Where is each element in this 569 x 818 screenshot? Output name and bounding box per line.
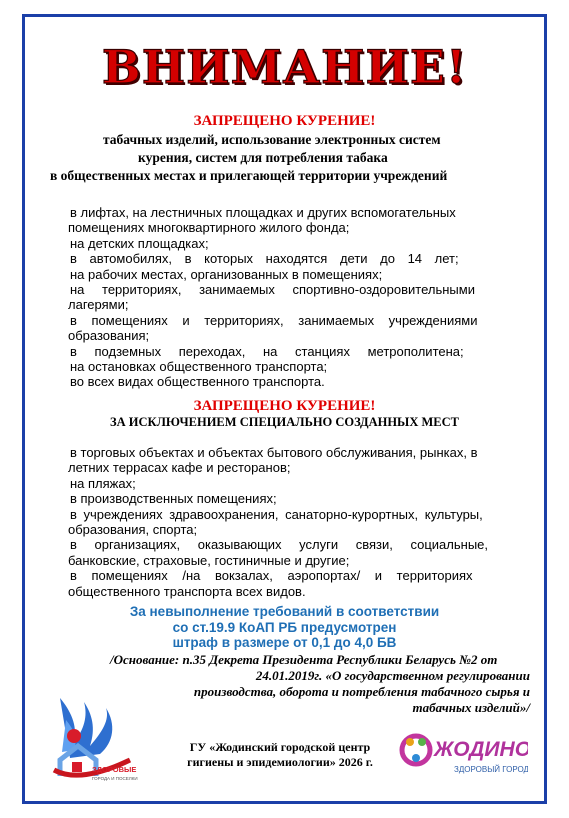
svg-text:ЖОДИНО: ЖОДИНО [434, 738, 528, 761]
fine-notice [0, 604, 569, 651]
basis-line: производства, оборота и потребления табачного сырья и [193, 684, 530, 699]
zhodino-healthy-city-logo [398, 728, 528, 780]
basis-line: 24.01.2019г. «О государственном регулировании [255, 668, 530, 683]
section2-list [70, 445, 526, 599]
fine-line: За невыполнение требований в соответствии [129, 604, 440, 619]
list-item: во всех видах общественного транспорта. [70, 374, 325, 390]
list-item: в производственных помещениях; [70, 491, 277, 507]
legal-basis [90, 652, 530, 716]
list-item-cont: лагерями; [68, 297, 129, 313]
list-item: в учреждениях здравоохранения, санаторно-курортных, культуры, [70, 506, 483, 522]
list-item-cont: банковские, страховые, гостиничные и другие; [68, 552, 350, 568]
section1-list [70, 205, 526, 390]
basis-line: /Основание: п.35 Декрета Президента Республики Беларусь №2 от [110, 652, 498, 667]
svg-text:ЗДОРОВЫЙ ГОРОД: ЗДОРОВЫЙ ГОРОД [454, 765, 528, 774]
section1-subtitle-1: табачных изделий, использование электронных систем [103, 132, 441, 147]
section2-subheading: ЗА ИСКЛЮЧЕНИЕМ СПЕЦИАЛЬНО СОЗДАННЫХ МЕСТ [110, 415, 459, 429]
list-item: в помещениях и территориях, занимаемых учреждениями [70, 312, 478, 328]
list-item-cont: образования; [68, 328, 150, 344]
list-item: на остановках общественного транспорта; [70, 359, 328, 375]
list-item: в лифтах, на лестничных площадках и других вспомогательных [70, 205, 456, 220]
svg-text:ЗДОРОВЫЕ: ЗДОРОВЫЕ [92, 765, 137, 774]
healthy-cities-logo [40, 680, 150, 790]
list-item: в организациях, оказывающих услуги связи, социальные, [70, 537, 489, 553]
list-item: в автомобилях, в которых находятся дети до 14 лет; [70, 251, 459, 267]
list-item-cont: летних террасах кафе и ресторанов; [68, 460, 291, 476]
list-item-cont: помещениях многоквартирного жилого фонда; [68, 220, 350, 236]
list-item: в подземных переходах, на станциях метрополитена; [70, 343, 464, 359]
section1-heading: ЗАПРЕЩЕНО КУРЕНИЕ! [193, 113, 376, 129]
list-item: в помещениях /на вокзалах, аэропортах/ и территориях [70, 568, 473, 584]
list-item-cont: образования, спорта; [68, 522, 198, 538]
list-item: в торговых объектах и объектах бытового обслуживания, рынках, в [70, 445, 478, 460]
section1-subtitle-2: курения, систем для потребления табака [138, 150, 388, 165]
fine-line: штраф в размере от 0,1 до 4,0 БВ [172, 635, 397, 651]
poster-title: ВНИМАНИЕ! [101, 40, 468, 94]
svg-text:ГОРОДА И ПОСЕЛКИ: ГОРОДА И ПОСЕЛКИ [92, 776, 138, 781]
section1-subtitle-3: в общественных местах и прилегающей территории учреждений [50, 168, 448, 183]
basis-line: табачных изделий»/ [412, 700, 530, 715]
section2-heading: ЗАПРЕЩЕНО КУРЕНИЕ! [193, 398, 376, 414]
fine-line: со ст.19.9 КоАП РБ предусмотрен [172, 619, 397, 635]
list-item: на рабочих местах, организованных в помещениях; [70, 266, 383, 282]
list-item: на территориях, занимаемых спортивно-оздоровительными [70, 282, 475, 298]
list-item-cont: общественного транспорта всех видов. [68, 583, 306, 599]
list-item: на пляжах; [70, 475, 136, 491]
list-item: на детских площадках; [70, 235, 209, 251]
organization-signature: ГУ «Жодинский городской центр гигиены и эпидемиологии» 2026 г. [187, 740, 373, 769]
